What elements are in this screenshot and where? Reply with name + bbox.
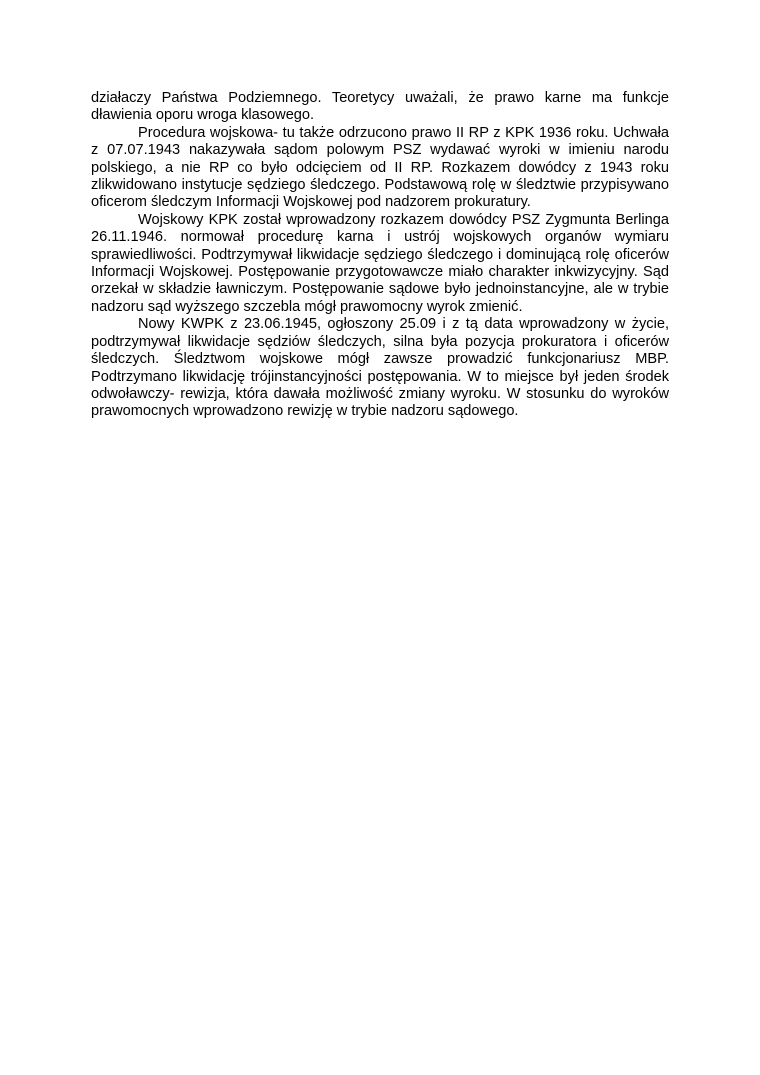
- document-body: [91, 90, 669, 421]
- paragraph-4: Nowy KWPK z 23.06.1945, ogłoszony 25.09 i z tą data wprowadzony w życie, podtrzymywał likwidacje sędziów śledczych, silna była pozycja prokuratora i oficerów śledczych. Śledztwom wojskowe mógł zawsze prowadzić funkcjonariusz MBP. Podtrzymano likwidację trójinstancyjności postępowania. W to miejsce był jeden środek odwoławczy- rewizja, która dawała możliwość zmiany wyroku. W stosunku do wyroków prawomocnych wprowadzono rewizję w trybie nadzoru sądowego.: [91, 316, 669, 420]
- paragraph-3: Wojskowy KPK został wprowadzony rozkazem dowódcy PSZ Zygmunta Berlinga 26.11.1946. normował procedurę karna i ustrój wojskowych organów wymiaru sprawiedliwości. Podtrzymywał likwidacje sędziego śledczego i dominującą rolę oficerów Informacji Wojskowej. Postępowanie przygotowawcze miało charakter inkwizycyjny. Sąd orzekał w składzie ławniczym. Postępowanie sądowe było jednoinstancyjne, ale w trybie nadzoru sąd wyższego szczebla mógł prawomocny wyrok zmienić.: [91, 211, 669, 315]
- paragraph-1: działaczy Państwa Podziemnego. Teoretycy uważali, że prawo karne ma funkcje dławienia oporu wroga klasowego.: [91, 90, 669, 124]
- paragraph-2: Procedura wojskowa- tu także odrzucono prawo II RP z KPK 1936 roku. Uchwała z 07.07.1943 nakazywała sądom polowym PSZ wydawać wyroki w imieniu narodu polskiego, a nie RP co było odcięciem od II RP. Rozkazem dowódcy z 1943 roku zlikwidowano instytucje sędziego śledczego. Podstawową rolę w śledztwie przypisywano oficerom śledczym Informacji Wojskowej pod nadzorem prokuratury.: [91, 124, 669, 211]
